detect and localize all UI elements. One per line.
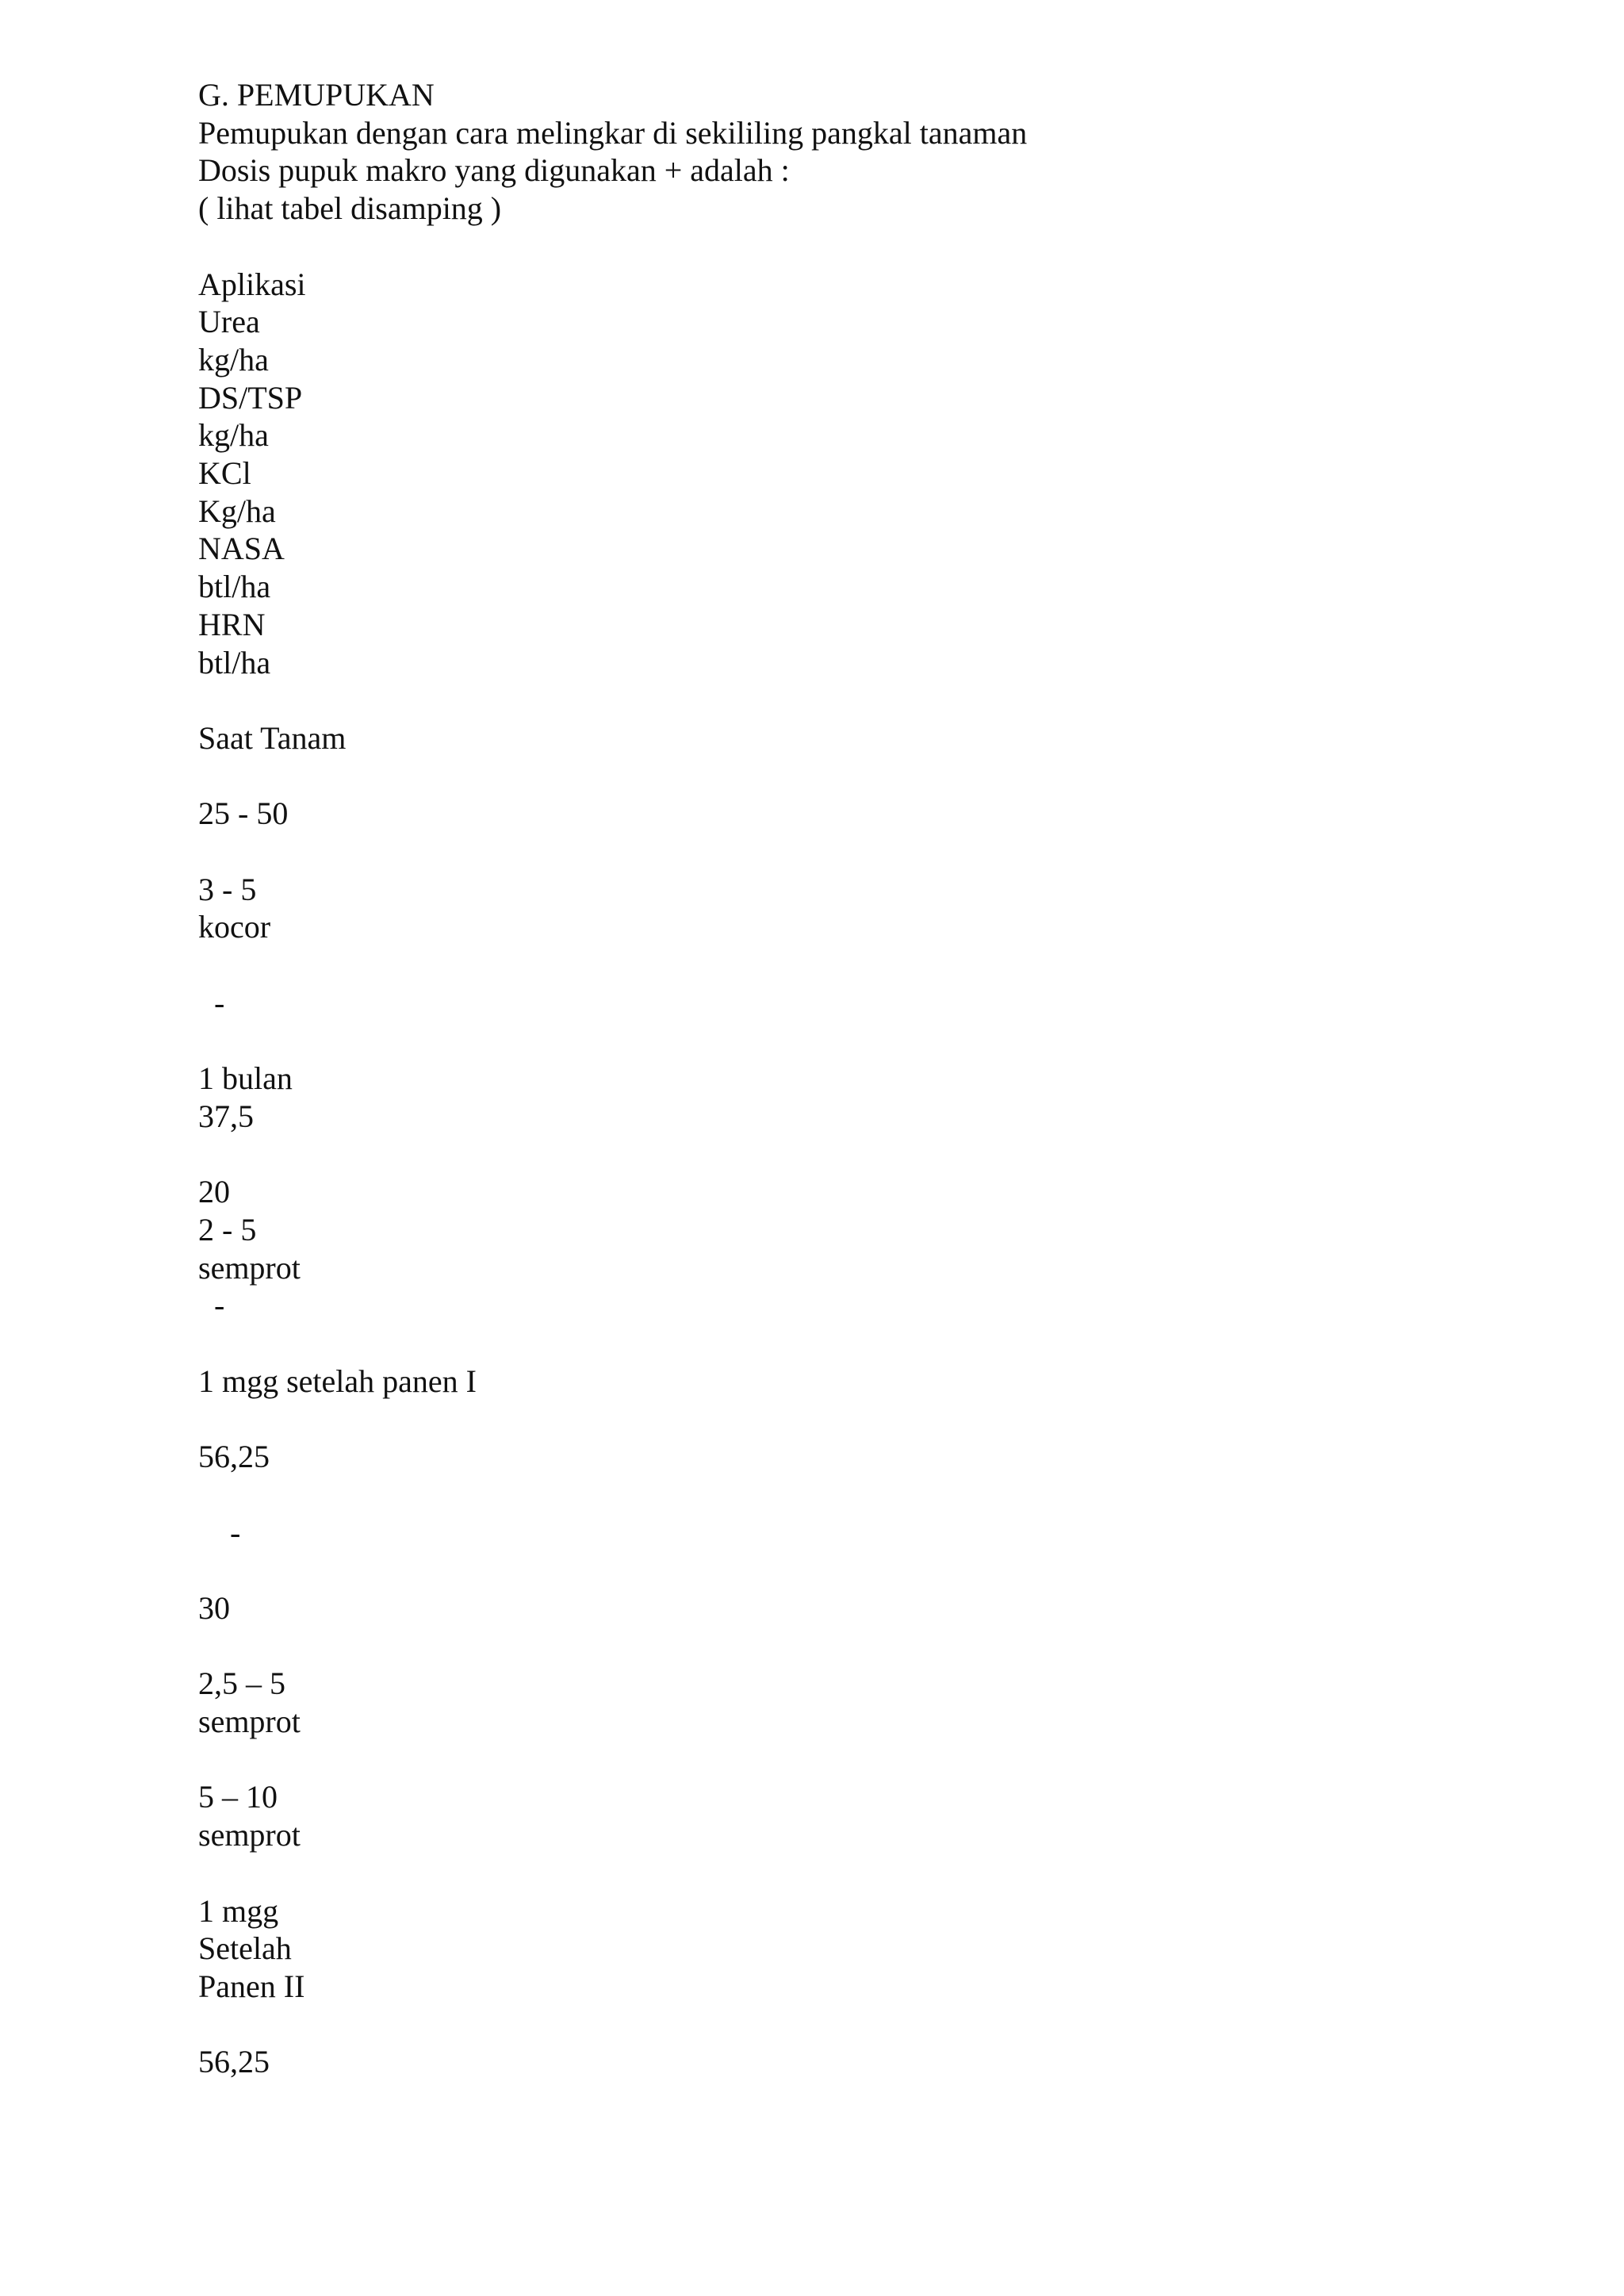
text-line: 5 – 10 — [198, 1779, 278, 1815]
text-line: kocor — [198, 909, 271, 945]
blank-line — [198, 946, 1546, 984]
text-line: 20 — [198, 1174, 230, 1210]
text-line: HRN — [198, 606, 266, 642]
text-line: 1 mgg — [198, 1892, 279, 1929]
text-line: G. PEMUPUKAN — [198, 77, 435, 113]
blank-line — [198, 1627, 1546, 1665]
text-line: Setelah — [198, 1930, 292, 1967]
text-line: 37,5 — [198, 1098, 254, 1134]
blank-line — [198, 1741, 1546, 1779]
text-line: btl/ha — [198, 569, 271, 605]
blank-line — [198, 1136, 1546, 1174]
text-line: KCl — [198, 455, 251, 492]
text-line: Saat Tanam — [198, 719, 347, 756]
text-line: semprot — [198, 1817, 301, 1853]
text-line: 2 - 5 — [198, 1211, 257, 1248]
document-body — [198, 76, 1546, 2081]
blank-line — [198, 228, 1546, 266]
text-line: 56,25 — [198, 1439, 270, 1475]
blank-line — [198, 1476, 1546, 1514]
text-line: DS/TSP — [198, 379, 303, 416]
text-line: 25 - 50 — [198, 795, 289, 832]
blank-line — [198, 757, 1546, 795]
text-line: semprot — [198, 1704, 301, 1740]
text-line: semprot — [198, 1249, 301, 1286]
text-line: btl/ha — [198, 644, 271, 680]
text-line: Urea — [198, 304, 260, 340]
text-line: 30 — [198, 1589, 230, 1626]
text-line: Dosis pupuk makro yang digunakan + adalah : — [198, 152, 790, 189]
blank-line — [198, 1324, 1546, 1363]
text-line: 56,25 — [198, 2044, 270, 2080]
text-line: 2,5 – 5 — [198, 1665, 285, 1702]
text-line: kg/ha — [198, 341, 269, 378]
blank-line — [198, 1551, 1546, 1589]
text-line: Kg/ha — [198, 493, 276, 529]
blank-line — [198, 2006, 1546, 2044]
text-line: 1 mgg setelah panen I — [198, 1363, 477, 1399]
text-line: ( lihat tabel disamping ) — [198, 190, 502, 227]
text-line: NASA — [198, 531, 285, 567]
text-line: kg/ha — [198, 417, 269, 454]
blank-line — [198, 1022, 1546, 1060]
text-line: - — [198, 1514, 241, 1550]
text-line: Pemupukan dengan cara melingkar di sekililing pangkal tanaman — [198, 114, 1028, 151]
text-line: Aplikasi — [198, 266, 306, 302]
blank-line — [198, 1854, 1546, 1892]
text-line: 1 bulan — [198, 1060, 293, 1097]
text-line: Panen II — [198, 1968, 305, 2004]
blank-line — [198, 833, 1546, 871]
blank-line — [198, 1400, 1546, 1438]
text-line: 3 - 5 — [198, 871, 257, 907]
text-line: - — [198, 984, 225, 1021]
text-line: - — [198, 1287, 225, 1324]
blank-line — [198, 681, 1546, 719]
